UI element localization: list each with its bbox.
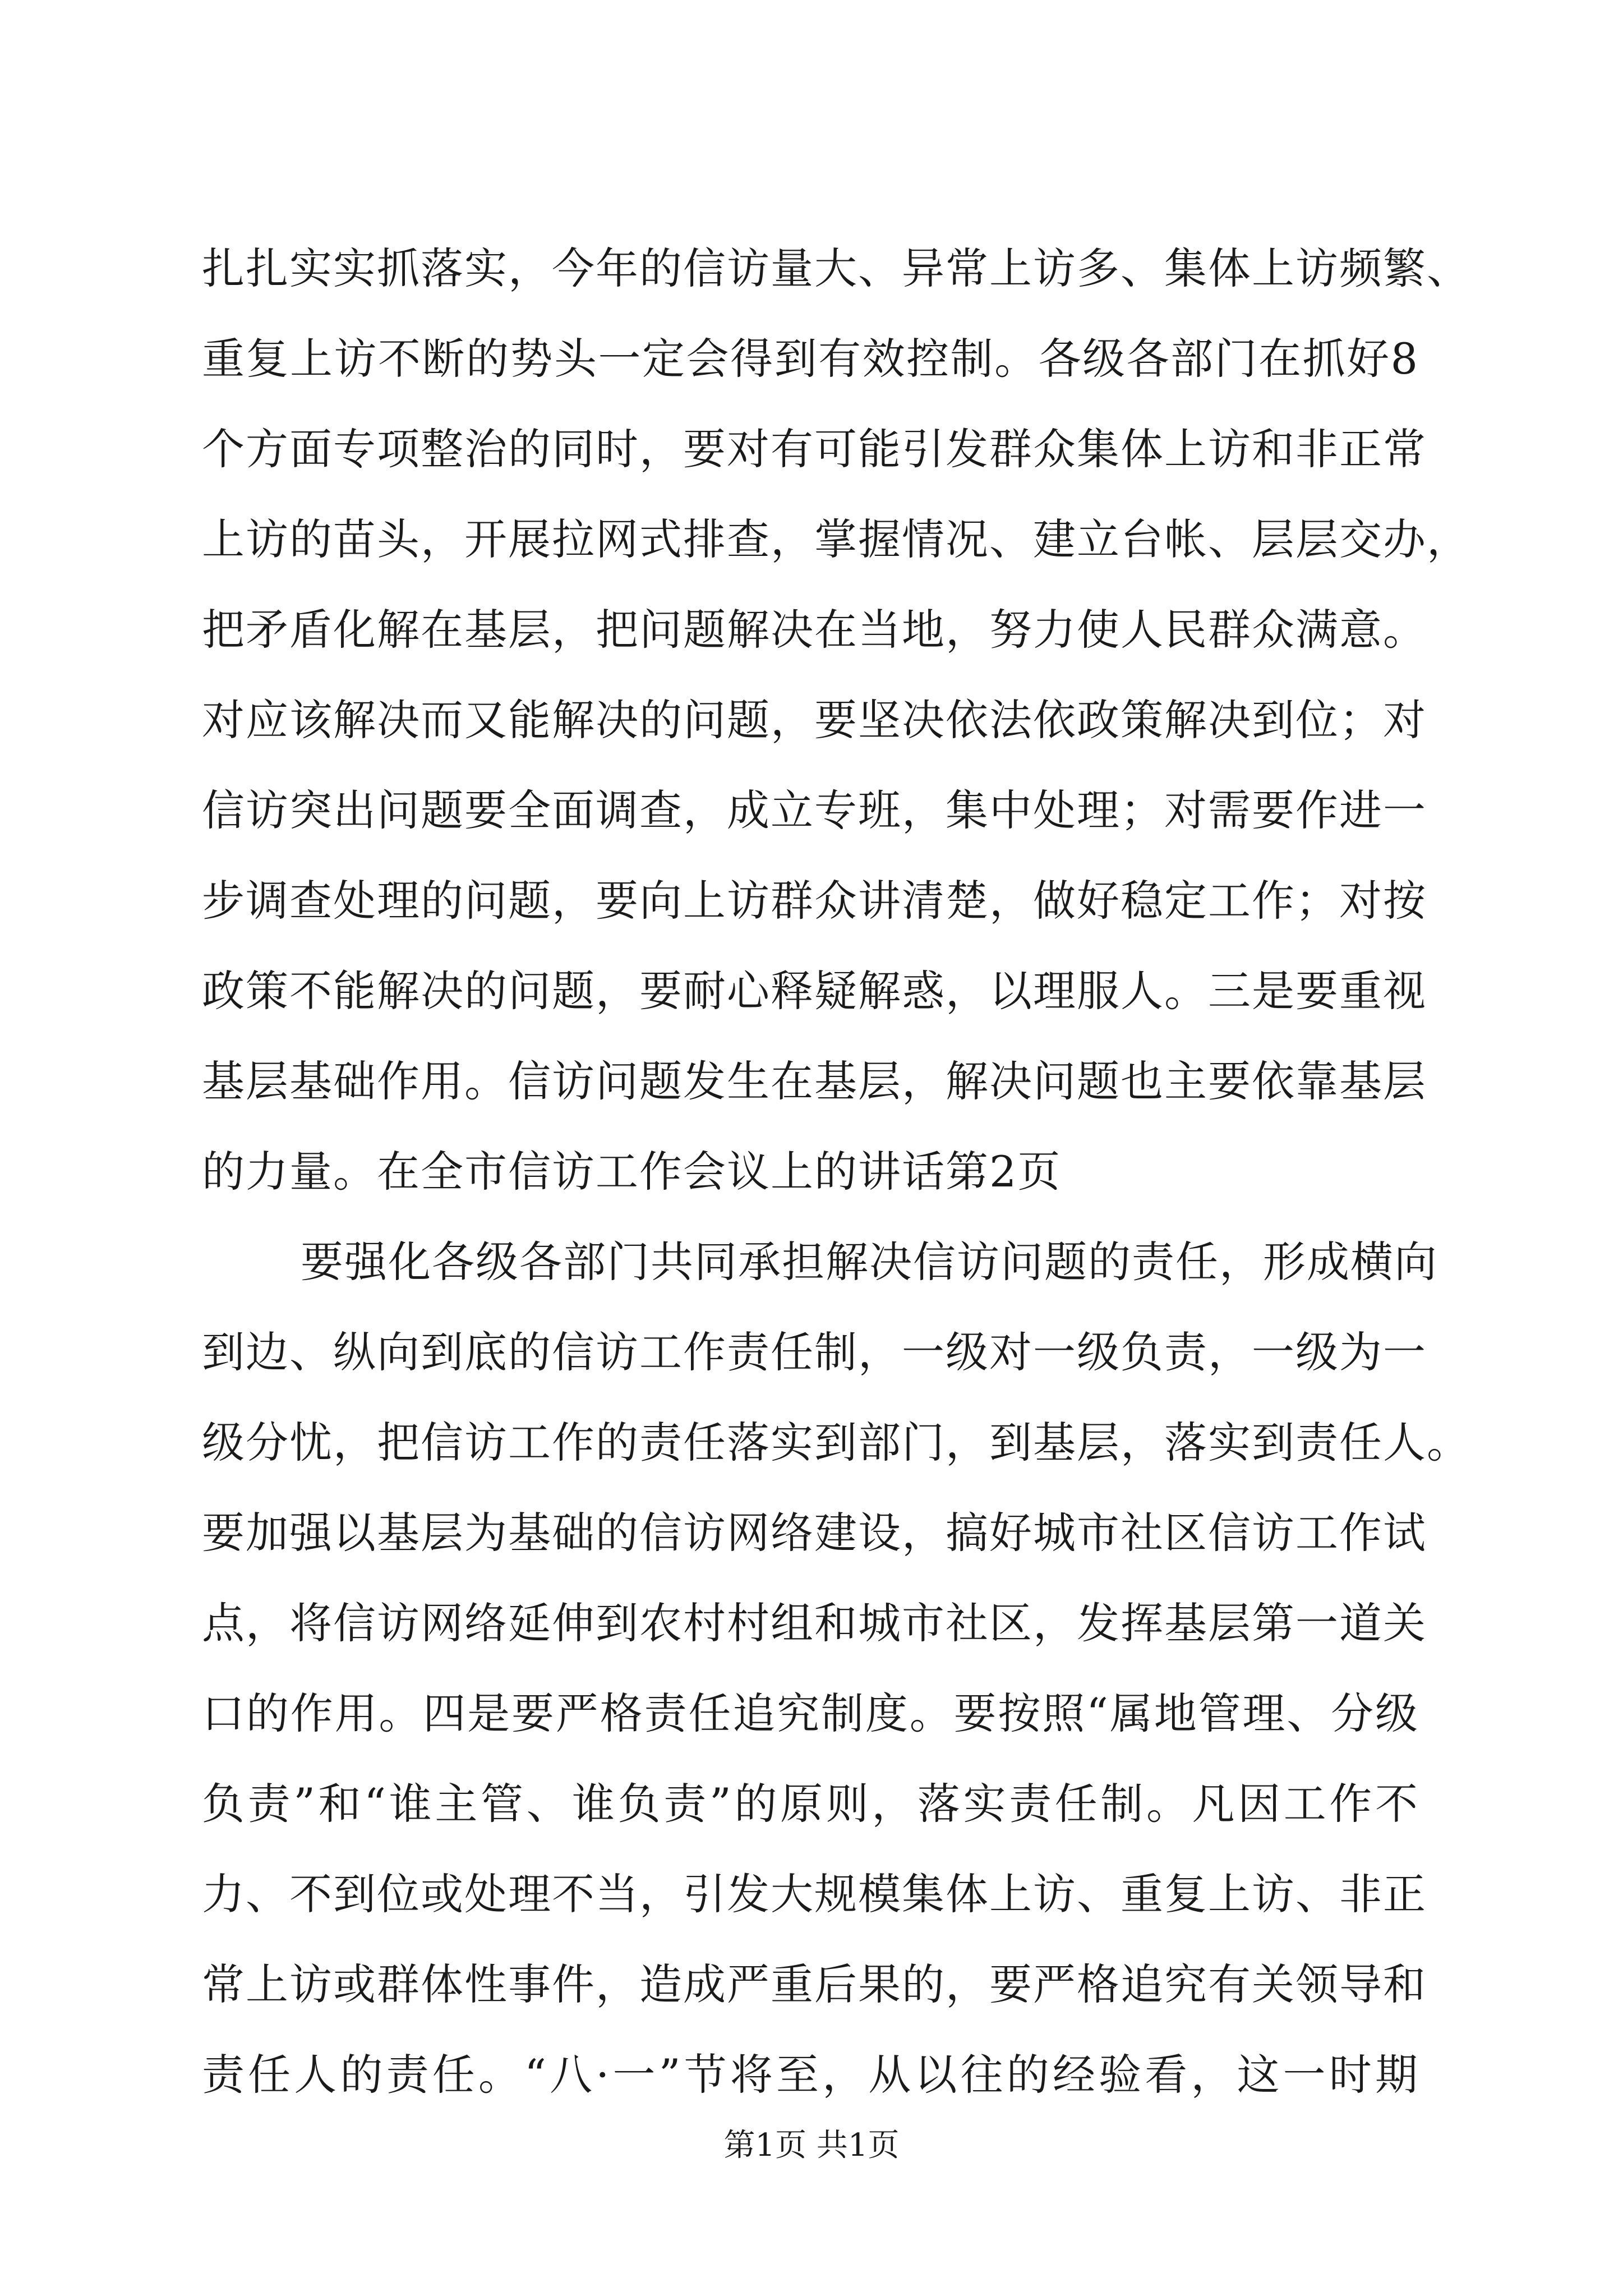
text-line: 重复上访不断的势头一定会得到有效控制。各级各部门在抓好8 bbox=[202, 334, 1419, 384]
text-line: 个方面专项整治的同时，要对有可能引发群众集体上访和非正常 bbox=[202, 424, 1427, 474]
text-line: 政策不能解决的问题，要耐心释疑解惑，以理服人。三是要重视 bbox=[202, 966, 1427, 1016]
text-line: 上访的苗头，开展拉网式排查，掌握情况、建立台帐、层层交办， bbox=[202, 514, 1470, 564]
text-line: 把矛盾化解在基层，把问题解决在当地，努力使人民群众满意。 bbox=[202, 605, 1427, 655]
text-line: 口的作用。四是要严格责任追究制度。要按照“属地管理、分级 bbox=[202, 1688, 1419, 1738]
text-line: 扎扎实实抓落实，今年的信访量大、异常上访多、集体上访频繁、 bbox=[202, 243, 1470, 293]
text-line: 的力量。在全市信访工作会议上的讲话第2页 bbox=[202, 1147, 1062, 1197]
text-line: 力、不到位或处理不当，引发大规模集体上访、重复上访、非正 bbox=[202, 1869, 1427, 1919]
text-line: 基层基础作用。信访问题发生在基层，解决问题也主要依靠基层 bbox=[202, 1056, 1427, 1106]
text-line: 信访突出问题要全面调查，成立专班，集中处理；对需要作进一 bbox=[202, 785, 1427, 835]
text-line: 步调查处理的问题，要向上访群众讲清楚，做好稳定工作；对按 bbox=[202, 876, 1427, 926]
page-number-label: 第1页 共1页 bbox=[723, 2127, 900, 2164]
text-line: 对应该解决而又能解决的问题，要坚决依法依政策解决到位；对 bbox=[202, 695, 1427, 745]
text-line: 常上访或群体性事件，造成严重后果的，要严格追究有关领导和 bbox=[202, 1959, 1427, 2009]
text-line: 点，将信访网络延伸到农村村组和城市社区，发挥基层第一道关 bbox=[202, 1598, 1427, 1648]
text-line: 责任人的责任。“八·一”节将至，从以往的经验看，这一时期 bbox=[202, 2050, 1419, 2100]
text-line: 到边、纵向到底的信访工作责任制，一级对一级负责，一级为一 bbox=[202, 1327, 1427, 1377]
text-line: 负责”和“谁主管、谁负责”的原则，落实责任制。凡因工作不 bbox=[202, 1779, 1419, 1829]
text-line: 级分忧，把信访工作的责任落实到部门，到基层，落实到责任人。 bbox=[202, 1418, 1470, 1467]
text-line: 要强化各级各部门共同承担解决信访问题的责任，形成横向 bbox=[301, 1237, 1438, 1287]
document-body bbox=[202, 223, 1470, 2120]
text-line: 要加强以基层为基础的信访网络建设，搞好城市社区信访工作试 bbox=[202, 1508, 1427, 1558]
page-footer bbox=[0, 2123, 1623, 2168]
